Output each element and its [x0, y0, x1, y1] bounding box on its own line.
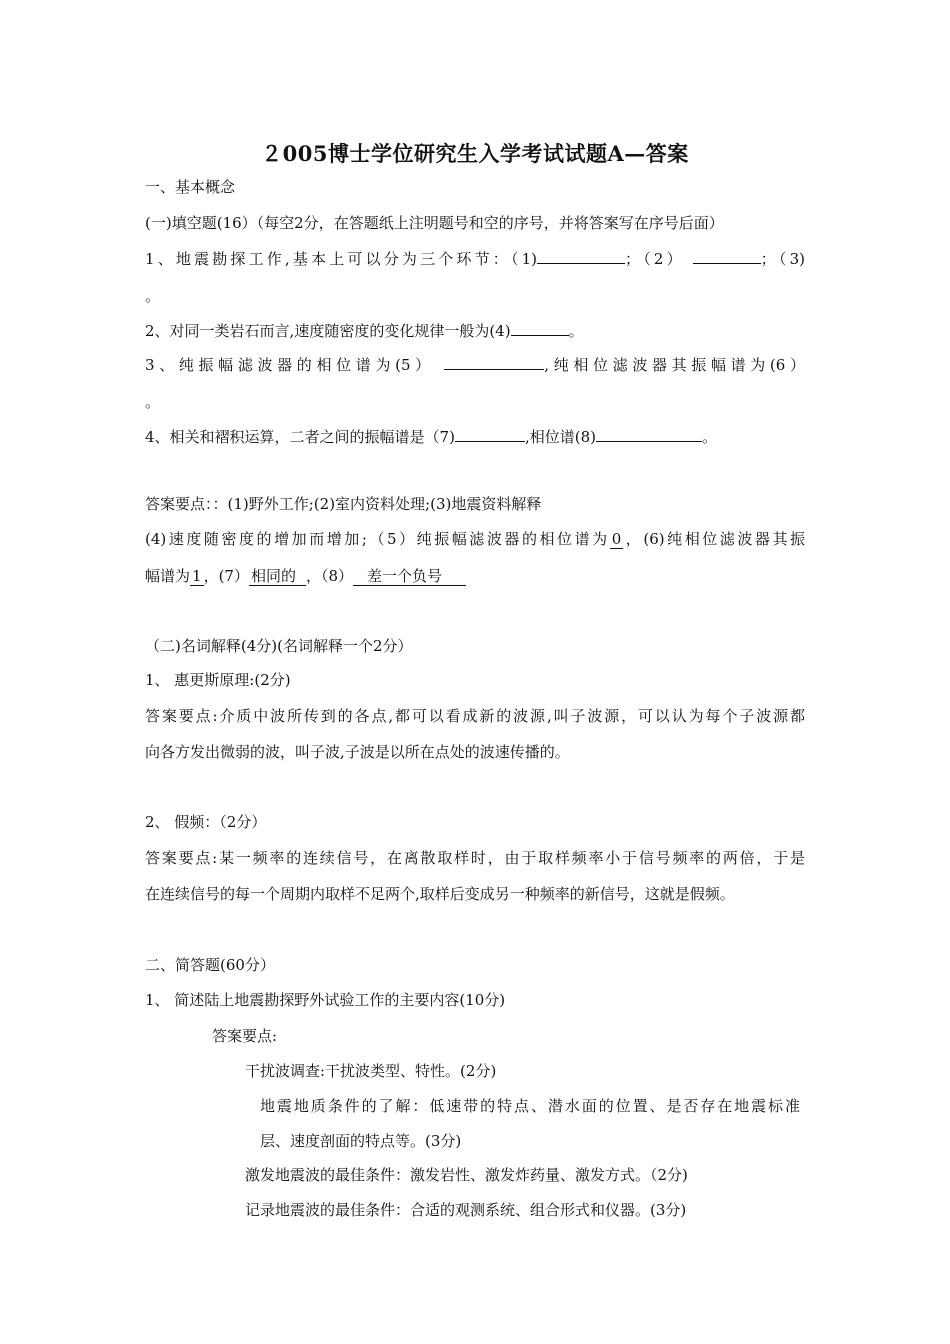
- term1-title: 1、 惠更斯原理:(2分): [145, 671, 291, 689]
- term1-answer-2: 向各方发出微弱的波，叫子波,子波是以所在点处的波速传播的。: [145, 743, 570, 761]
- answer-text: ，(7）: [203, 567, 249, 585]
- blank-4: [511, 320, 569, 336]
- terms-heading: （二)名词解释(4分)(名词解释一个2分）: [145, 637, 413, 655]
- blank-8: [596, 426, 702, 442]
- fill-q3-mid: ,纯相位滤波器其振幅谱为(6）: [544, 356, 805, 374]
- answer-item: 地震地质条件的了解：低速带的特点、潜水面的位置、是否存在地震标准: [260, 1097, 800, 1115]
- answer-underlined: 相同的: [249, 567, 306, 586]
- term1-answer-1: 答案要点:介质中波所传到的各点,都可以看成新的波源,叫子波源，可以认为每个子波源都: [145, 707, 805, 725]
- answer-text: (4)速度随密度的增加而增加;（5）纯振幅滤波器的相位谱为: [145, 530, 610, 548]
- answer-item: 干扰波调查:干扰波类型、特性。(2分): [245, 1062, 497, 1080]
- answer-item: 记录地震波的最佳条件：合适的观测系统、组合形式和仪器。(3分): [245, 1201, 687, 1219]
- blank-7: [455, 426, 525, 442]
- answer-underlined: 差一个负号: [353, 567, 466, 586]
- answer-item: 层、速度剖面的特点等。(3分): [260, 1132, 462, 1150]
- fill-q1-sep1: ；（2）: [625, 250, 685, 268]
- answer-text: 幅谱为: [145, 567, 191, 585]
- blank-2: [693, 248, 761, 264]
- fill-q3: [145, 354, 805, 375]
- fill-q4-mid: ,相位谱(8): [524, 428, 596, 446]
- fill-q2: [145, 320, 584, 341]
- fill-q1-end: 。: [145, 287, 161, 305]
- term2-title: 2、 假频：（2分）: [145, 813, 267, 831]
- term2-answer-2: 在连续信号的每一个周期内取样不足两个,取样后变成另一种频率的新信号，这就是假频。: [145, 885, 735, 903]
- blank-1: [537, 248, 625, 264]
- fill-answer-line1: 答案要点：：(1)野外工作;(2)室内资料处理;(3)地震资料解释: [145, 495, 542, 513]
- fill-q1: [145, 248, 805, 269]
- fill-answer-line3: [145, 566, 466, 586]
- answer-underlined: 0: [611, 530, 622, 548]
- answer-item: 激发地震波的最佳条件：激发岩性、激发炸药量、激发方式。（2分): [245, 1166, 688, 1184]
- section2-answer-label: 答案要点:: [212, 1027, 278, 1045]
- answer-text: ，(6)纯相位滤波器其振: [623, 530, 805, 548]
- fill-q4-end: 。: [701, 428, 717, 446]
- fill-q3-end: 。: [145, 393, 161, 411]
- blank-5: [444, 354, 544, 370]
- term2-answer-1: 答案要点:某一频率的连续信号，在离散取样时，由于取样频率小于信号频率的两倍，于是: [145, 849, 805, 867]
- document-title: ２005博士学位研究生入学考试试题A—答案: [261, 141, 689, 166]
- section2-q1: 1、 简述陆上地震勘探野外试验工作的主要内容(10分): [145, 991, 506, 1009]
- fill-q4-text: 4、相关和褶积运算，二者之间的振幅谱是（7): [145, 428, 455, 446]
- fill-heading: (一)填空题(16）（每空2分，在答题纸上注明题号和空的序号，并将答案写在序号后面）: [145, 214, 724, 232]
- answer-text: ，（8）: [305, 567, 354, 585]
- fill-q4: [145, 426, 717, 447]
- fill-answer-line2: [145, 529, 805, 549]
- answer-underlined: 1: [192, 567, 202, 585]
- fill-q1-sep2: ；（3): [760, 250, 805, 268]
- section2-heading: 二、简答题(60分）: [145, 956, 275, 974]
- fill-q3-text: 3、纯振幅滤波器的相位谱为(5）: [145, 356, 435, 374]
- fill-q1-text: 1、地震勘探工作,基本上可以分为三个环节：（1): [145, 250, 538, 268]
- fill-q2-text: 2、对同一类岩石而言,速度随密度的变化规律一般为(4): [145, 322, 511, 340]
- fill-q2-end: 。: [568, 322, 584, 340]
- section1-heading: 一、基本概念: [145, 178, 236, 196]
